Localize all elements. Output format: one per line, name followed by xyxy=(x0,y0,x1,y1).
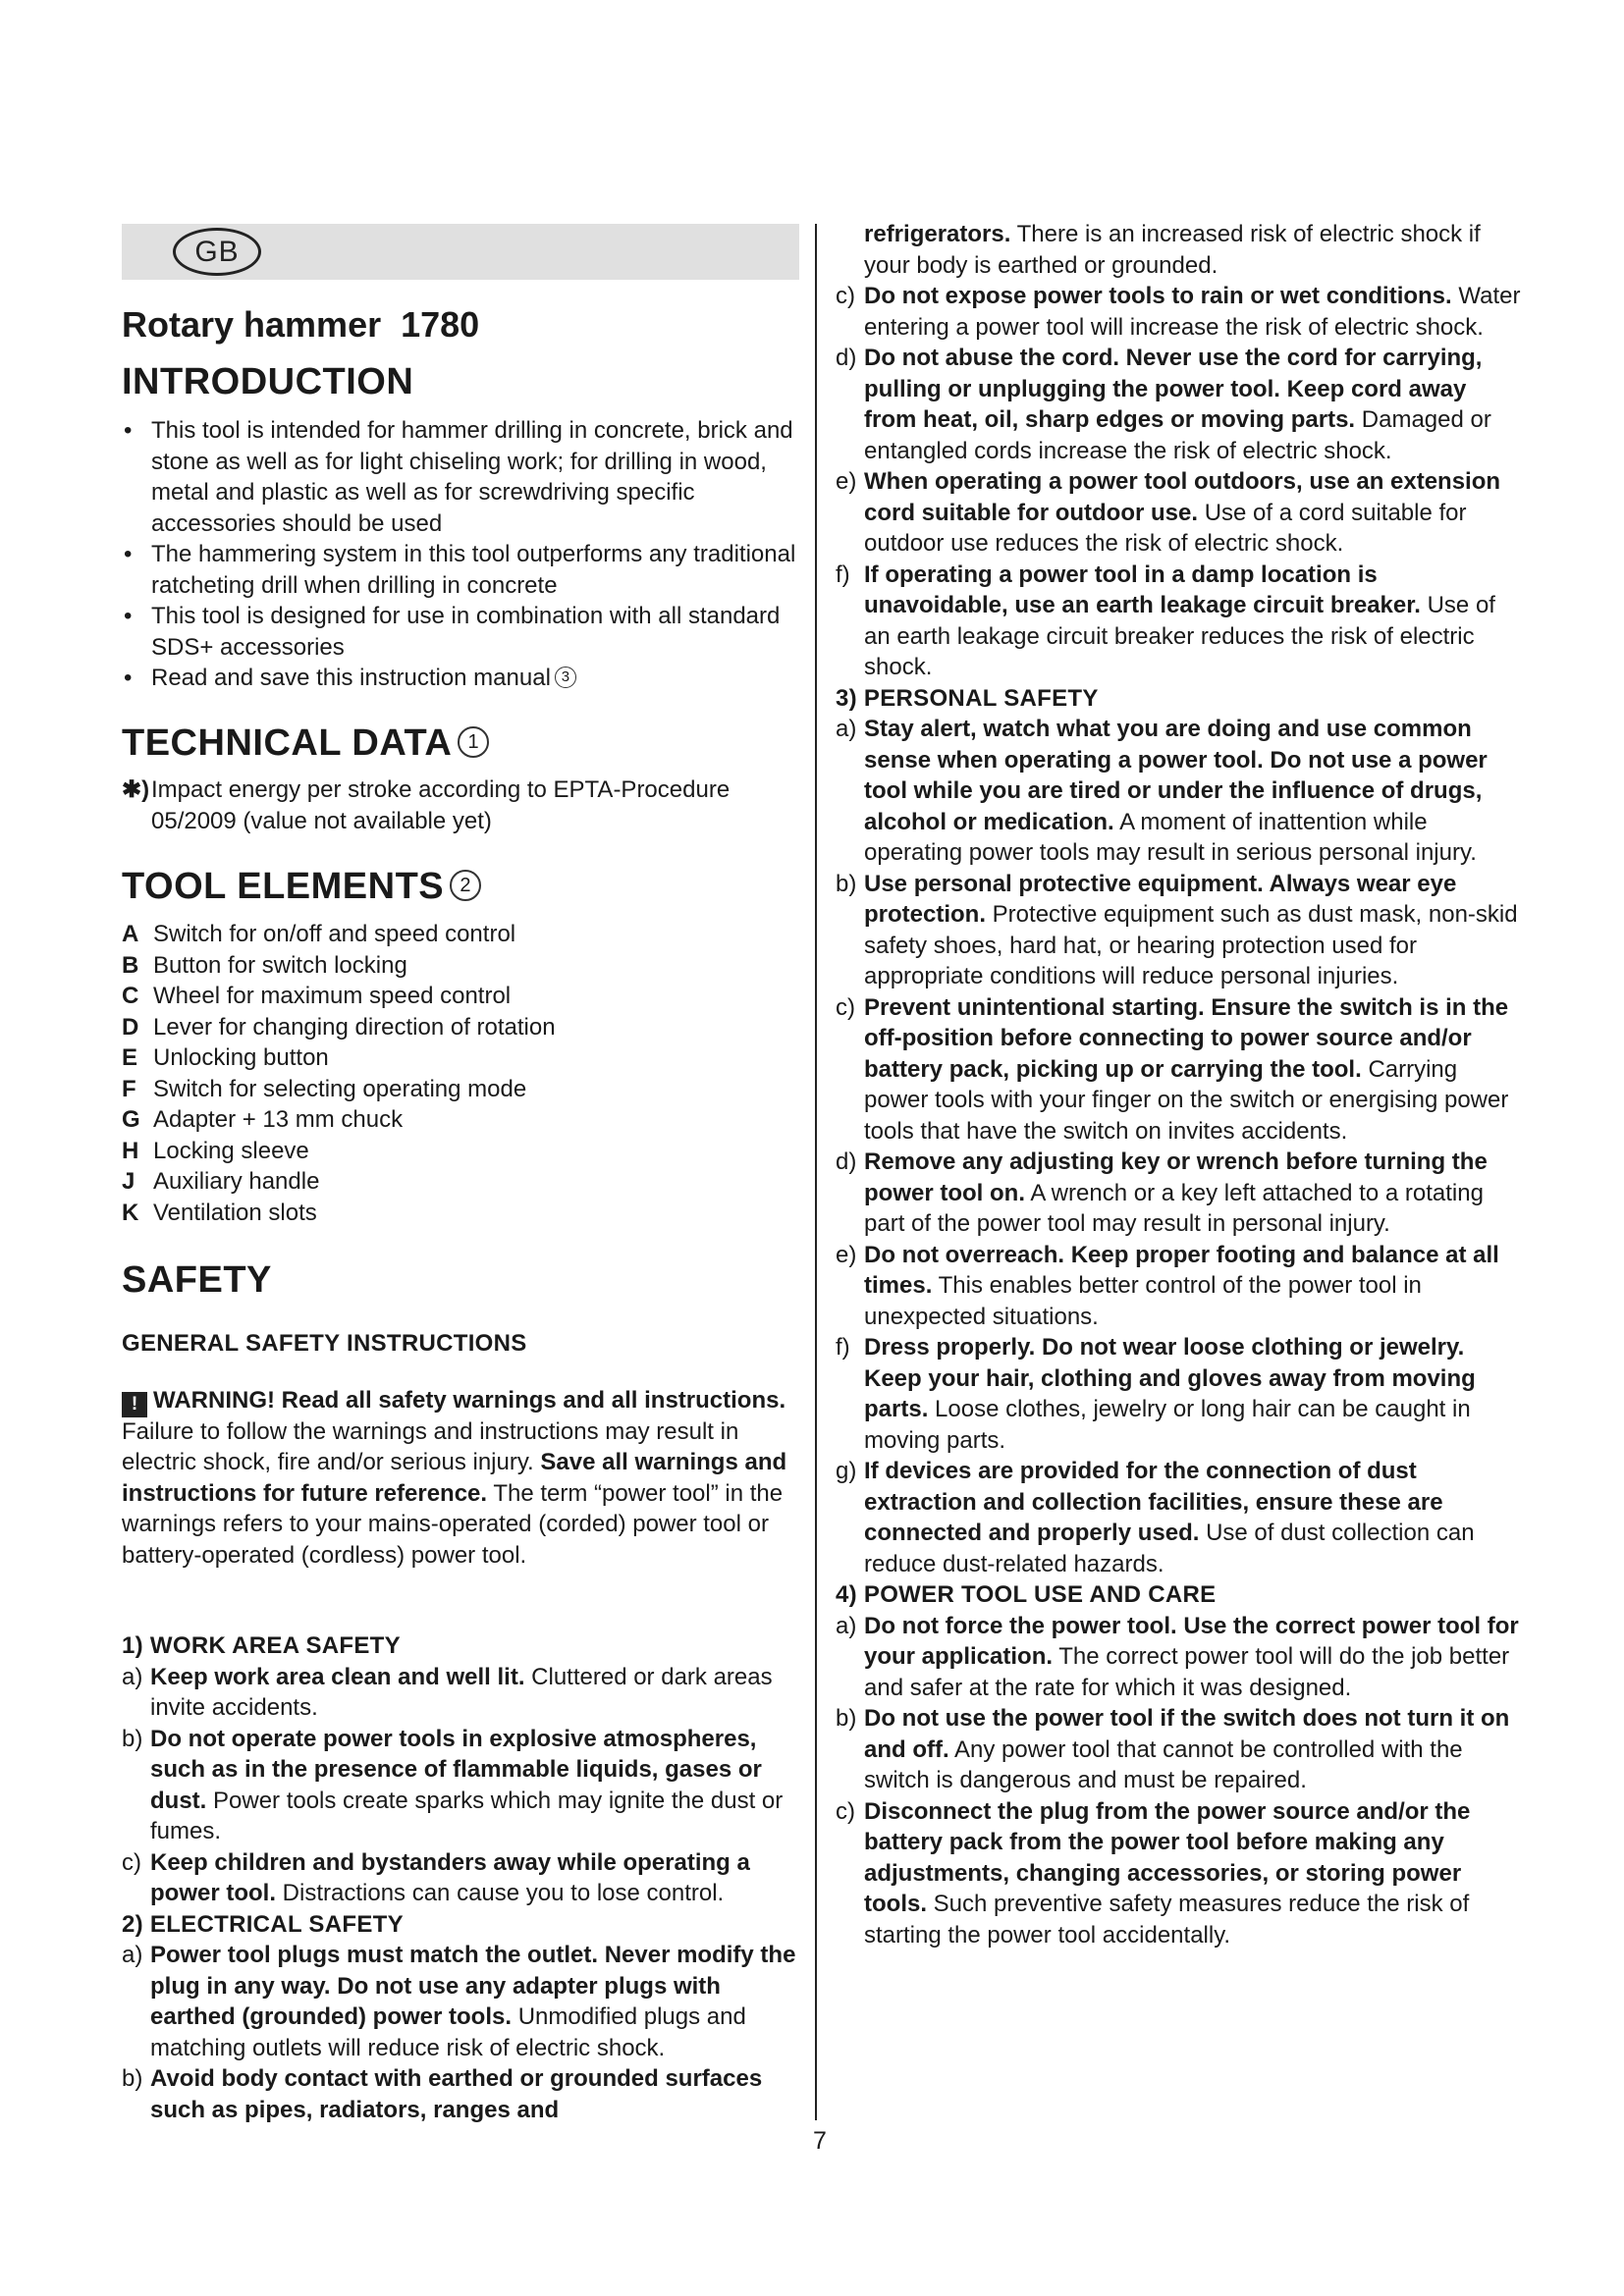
list-item: b) Avoid body contact with earthed or grounded surfaces such as pipes, radiators, ranges and xyxy=(122,2065,763,2123)
list-item: • This tool is designed for use in combination with all standard SDS+ accessories xyxy=(124,603,781,661)
intro-bullets xyxy=(122,415,799,694)
list-item: c) Do not expose power tools to rain or wet conditions. Water entering a power tool will increase the risk of electric shock. xyxy=(836,283,1521,341)
warning-triangle-icon: ! xyxy=(122,1392,147,1417)
list-item: e) Do not overreach. Keep proper footing and balance at all times. This enables better control of the power tool in unexpected situations. xyxy=(836,1241,1499,1330)
list-item: b) Use personal protective equipment. Always wear eye protection. Protective equipment such as dust mask, non-skid safety shoes, hard hat, or hearing protection used for appropriate conditions will reduce personal injuries. xyxy=(836,870,1518,989)
list-item: • Read and save this instruction manual 3 xyxy=(122,663,799,694)
list-item: b) Do not operate power tools in explosive atmospheres, such as in the presence of flammable liquids, gases or dust. Power tools create sparks which may ignite the dust or fumes. xyxy=(122,1725,784,1844)
list-item: a) Do not force the power tool. Use the correct power tool for your application. The correct power tool will do the job better and safer at the rate for which it was designed. xyxy=(836,1612,1519,1701)
list-item: c) Keep children and bystanders away while operating a power tool. Distractions can cause you to lose control. xyxy=(122,1848,750,1906)
list-item: J Auxiliary handle xyxy=(122,1168,320,1195)
manual-ref-icon: 3 xyxy=(555,667,576,688)
page-number: 7 xyxy=(813,2127,827,2155)
right-column xyxy=(836,219,1523,1950)
list-item: a) Keep work area clean and well lit. Cluttered or dark areas invite accidents. xyxy=(122,1663,773,1721)
list-item: c) Prevent unintentional starting. Ensure the switch is in the off-position before connecting to power source and/or battery pack, picking up or carrying the tool. Carrying power tools with your finger on the switch or energising power tools that have the switch on invites accidents. xyxy=(836,993,1509,1145)
list-item: B Button for switch locking xyxy=(122,951,407,979)
list-item: f) Dress properly. Do not wear loose clothing or jewelry. Keep your hair, clothing and gloves away from moving parts. Loose clothes, jewelry or long hair can be caught in moving parts. xyxy=(836,1334,1476,1454)
tool-elements-ref-icon: 2 xyxy=(450,870,481,901)
warning-paragraph: ! WARNING! Read all safety warnings and all instructions. Failure to follow the warnings and instructions may result in electric shock, fire and/or serious injury. Save all warnings and instructions for future reference. The term “power tool” in the warnings refers to your mains-operated (corded) power tool or battery-operated (cordless) power tool. xyxy=(122,1387,787,1569)
list-item: g) If devices are provided for the connection of dust extraction and collection facilities, ensure these are connected and properly used. Use of dust collection can reduce dust-related hazards. xyxy=(836,1458,1475,1577)
intro-heading: INTRODUCTION xyxy=(122,361,414,402)
page-title: Rotary hammer 1780 xyxy=(122,304,480,345)
tool-elements-list xyxy=(122,919,799,1228)
list-item: d) Do not abuse the cord. Never use the cord for carrying, pulling or unplugging the power tool. Keep cord away from heat, oil, sharp edges or moving parts. Damaged or entangled cords increase the risk of electric shock. xyxy=(836,345,1491,464)
list-item: F Switch for selecting operating mode xyxy=(122,1075,527,1102)
technical-ref-icon: 1 xyxy=(458,726,489,758)
list-item: b) Do not use the power tool if the switch does not turn it on and off. Any power tool that cannot be controlled with the switch is dangerous and must be repaired. xyxy=(836,1705,1510,1793)
language-band xyxy=(122,224,799,280)
list-item: a) Stay alert, watch what you are doing and use common sense when operating a power tool. Do not use a power tool while you are tired or under the influence of drugs, alcohol or medication. A moment of inattention while operating power tools may result in serious personal injury. xyxy=(836,716,1488,866)
list-item: d) Remove any adjusting key or wrench before turning the power tool on. A wrench or a key left attached to a rotating part of the power tool may result in personal injury. xyxy=(836,1148,1488,1237)
list-item: e) When operating a power tool outdoors, use an extension cord suitable for outdoor use. Use of a cord suitable for outdoor use reduces the risk of electric shock. xyxy=(836,468,1501,557)
tool-use-heading: 4) POWER TOOL USE AND CARE xyxy=(836,1581,1217,1608)
safety-heading: SAFETY xyxy=(122,1259,272,1301)
tool-elements-heading: TOOL ELEMENTS 2 xyxy=(122,866,481,908)
general-safety-heading: GENERAL SAFETY INSTRUCTIONS xyxy=(122,1330,527,1357)
language-badge: GB xyxy=(173,228,261,276)
electrical-heading: 2) ELECTRICAL SAFETY xyxy=(122,1910,404,1938)
list-item: C Wheel for maximum speed control xyxy=(122,983,512,1009)
column-divider xyxy=(815,224,817,2120)
list-item: c) Disconnect the plug from the power source and/or the battery pack from the power tool before making any adjustments, changing accessories, or storing power tools. Such preventive safety measures reduce the risk of starting the power tool accidentally. xyxy=(836,1797,1471,1949)
list-item: refrigerators. There is an increased risk of electric shock if your body is earthed or grounded. xyxy=(864,221,1481,279)
list-item: f) If operating a power tool in a damp location is unavoidable, use an earth leakage circuit breaker. Use of an earth leakage circuit breaker reduces the risk of electric shock. xyxy=(836,561,1495,680)
list-item: K Ventilation slots xyxy=(122,1199,317,1226)
list-item: • This tool is intended for hammer drilling in concrete, brick and stone as well as for light chiseling work; for drilling in wood, metal and plastic as well as for screwdriving specific accessories should be used xyxy=(124,417,793,537)
list-item: • The hammering system in this tool outperforms any traditional ratcheting drill when drilling in concrete xyxy=(124,541,796,599)
personal-heading: 3) PERSONAL SAFETY xyxy=(836,684,1099,712)
list-item: E Unlocking button xyxy=(122,1044,329,1071)
work-electrical-section xyxy=(122,1630,799,2125)
list-item: H Locking sleeve xyxy=(122,1137,309,1164)
list-item: G Adapter + 13 mm chuck xyxy=(122,1106,404,1133)
technical-note: ✱) Impact energy per stroke according to EPTA-Procedure 05/2009 (value not available yet) xyxy=(122,776,731,834)
list-item: D Lever for changing direction of rotation xyxy=(122,1013,556,1041)
list-item: A Switch for on/off and speed control xyxy=(122,921,516,947)
work-area-heading: 1) WORK AREA SAFETY xyxy=(122,1632,401,1659)
list-item: a) Power tool plugs must match the outlet. Never modify the plug in any way. Do not use any adapter plugs with earthed (grounded) power tools. Unmodified plugs and matching outlets will reduce risk of electric shock. xyxy=(122,1942,796,2061)
technical-heading: TECHNICAL DATA 1 xyxy=(122,722,489,765)
